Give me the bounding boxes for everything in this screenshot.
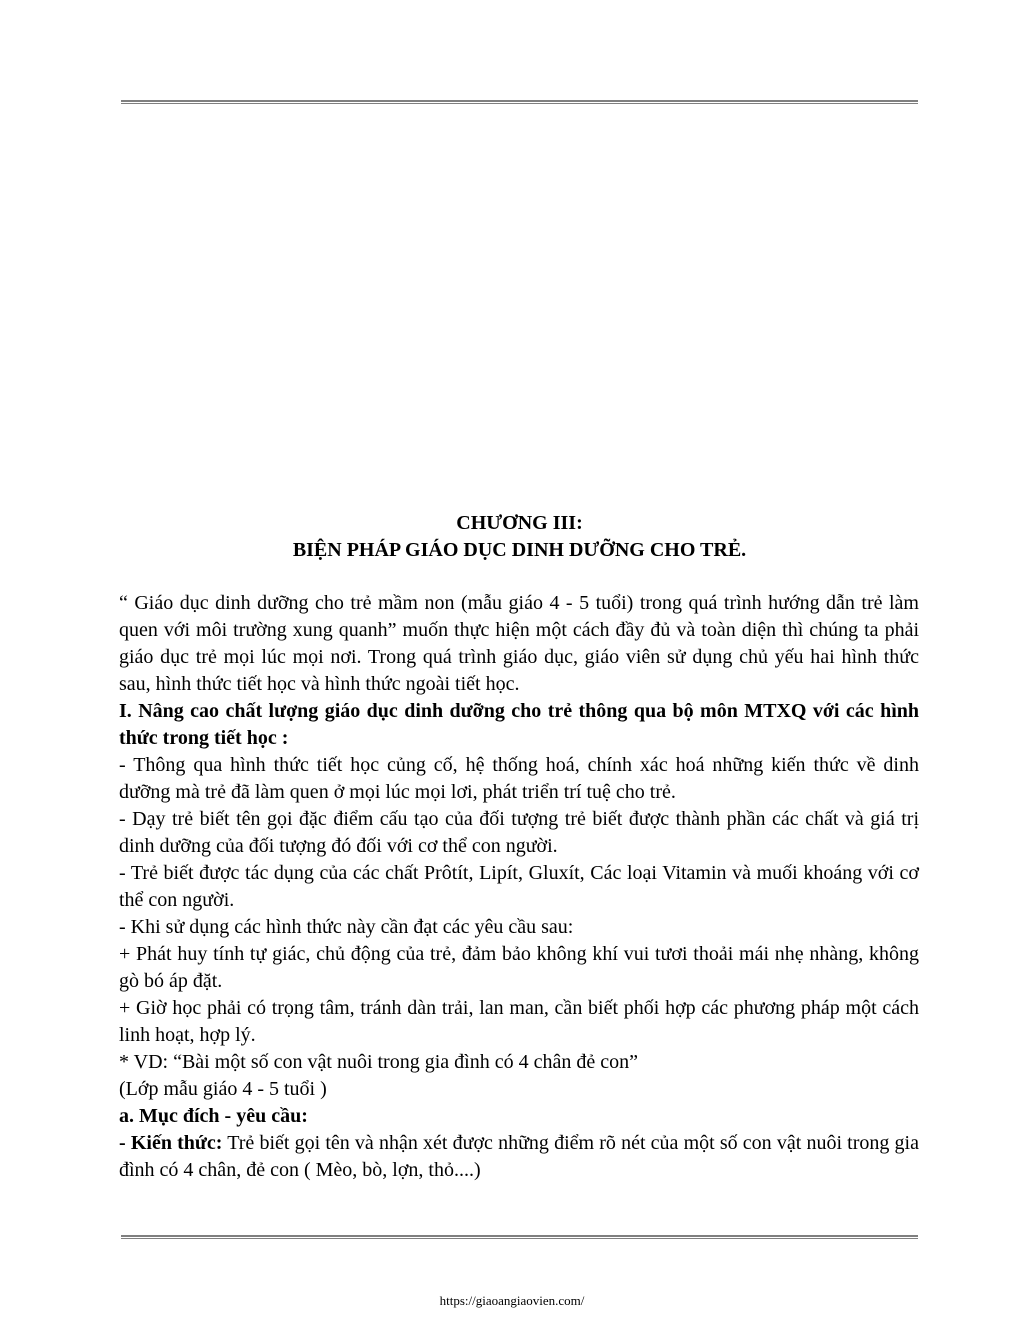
chapter-subtitle: BIỆN PHÁP GIÁO DỤC DINH DƯỠNG CHO TRẺ. — [292, 539, 747, 561]
knowledge-paragraph — [119, 1130, 919, 1184]
document-body — [119, 590, 919, 1184]
class-note: (Lớp mẫu giáo 4 - 5 tuổi ) — [119, 1078, 327, 1100]
point-item: - Trẻ biết được tác dụng của các chất Prôtít, Lipít, Gluxít, Các loại Vitamin và muối khoáng với cơ thể con người. — [119, 862, 919, 911]
footer-rule — [121, 1235, 918, 1239]
point-item: + Phát huy tính tự giác, chủ động của trẻ, đảm bảo không khí vui tươi thoải mái nhẹ nhàng, không gò bó áp đặt. — [119, 943, 919, 992]
knowledge-text: Trẻ biết gọi tên và nhận xét được những điểm rõ nét của một số con vật nuôi trong gia đình có 4 chân, đẻ con ( Mèo, bò, lợn, thỏ....) — [119, 1132, 919, 1181]
point-item: - Thông qua hình thức tiết học củng cố, hệ thống hoá, chính xác hoá những kiến thức về dinh dưỡng mà trẻ đã làm quen ở mọi lúc mọi lơi, phát triển trí tuệ cho trẻ. — [119, 754, 919, 803]
footer-url[interactable]: https://giaoangiaovien.com/ — [439, 1293, 585, 1308]
subheading: a. Mục đích - yêu cầu: — [119, 1105, 308, 1127]
point-item: - Dạy trẻ biết tên gọi đặc điểm cấu tạo của đối tượng trẻ biết được thành phần các chất và giá trị dinh dưỡng của đối tượng đó đối với cơ thể con người. — [119, 808, 919, 857]
point-item: - Khi sử dụng các hình thức này cần đạt các yêu cầu sau: — [119, 916, 574, 938]
knowledge-label: - Kiến thức: — [119, 1132, 223, 1154]
chapter-title: CHƯƠNG III: — [456, 512, 583, 534]
header-rule — [121, 100, 918, 104]
intro-paragraph: “ Giáo dục dinh dưỡng cho trẻ mầm non (mẫu giáo 4 - 5 tuổi) trong quá trình hướng dẫn trẻ làm quen với môi trường xung quanh” muốn thực hiện một cách đầy đủ và toàn diện thì chúng ta phải giáo dục trẻ mọi lúc mọi nơi. Trong quá trình giáo dục, giáo viên sử dụng chủ yếu hai hình thức sau, hình thức tiết học và hình thức ngoài tiết học. — [119, 592, 919, 695]
point-item: + Giờ học phải có trọng tâm, tránh dàn trải, lan man, cần biết phối hợp các phương pháp một cách linh hoạt, hợp lý. — [119, 997, 919, 1046]
example-line: * VD: “Bài một số con vật nuôi trong gia đình có 4 chân đẻ con” — [119, 1051, 638, 1073]
chapter-heading — [121, 510, 918, 564]
section-heading: I. Nâng cao chất lượng giáo dục dinh dưỡng cho trẻ thông qua bộ môn MTXQ với các hình thức trong tiết học : — [119, 700, 919, 749]
